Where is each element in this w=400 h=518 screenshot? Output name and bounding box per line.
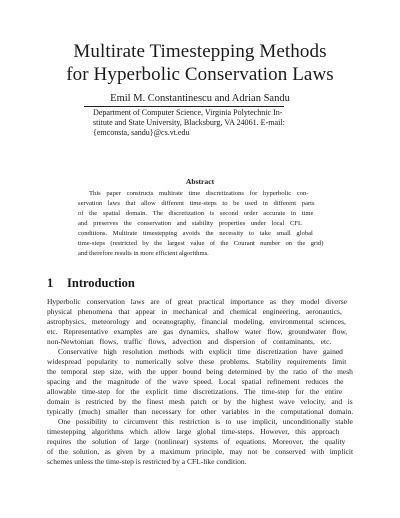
body-line: non-Newtonian flows, traffic flows, advection and dispersion of contaminants, etc. bbox=[47, 337, 332, 346]
body-line: Hyperbolic conservation laws are of great practical importance as they model diverse bbox=[47, 297, 347, 306]
section-heading bbox=[47, 276, 135, 291]
body-line: schemes unless the time-step is restricted by a CFL-like condition. bbox=[47, 457, 247, 466]
body-line: domain is restricted by the finest mesh patch or by the highest wave velocity, and is bbox=[47, 397, 353, 406]
affiliation-line-1: Department of Computer Science, Virginia Polytechnic In- bbox=[93, 108, 283, 117]
abstract-line: and preserves the conservation and stability properties under local CFL bbox=[78, 220, 303, 227]
body-line: requires the solution of large (nonlinear) systems of equations. Moreover, the quality bbox=[47, 437, 346, 446]
body-line: One possibility to circumvent this restriction is to use implicit, unconditionally stable bbox=[58, 417, 353, 426]
abstract-heading: Abstract bbox=[185, 177, 215, 186]
footnote-rule bbox=[84, 106, 284, 107]
body-line: physical phenomena that appear in mechanical and chemical engineering, aeronautics, bbox=[47, 307, 342, 316]
body-line: of the solution, as given by a maximum principle, may not be conserved with implicit bbox=[47, 447, 354, 456]
abstract-line: time-steps (restricted by the largest value of the Courant number on the grid) bbox=[78, 240, 324, 247]
section-number: 1 bbox=[47, 276, 54, 290]
body-line: allowable time-step for the explicit time discretizations. The time-step for the entire bbox=[47, 387, 343, 396]
paper-title-line-1: Multirate Timestepping Methods bbox=[73, 41, 327, 62]
body-line: Conservative high resolution methods with explicit time discretization have gained bbox=[58, 347, 343, 356]
affiliation-line-3: {emconsta, sandu}@cs.vt.edu bbox=[93, 128, 190, 137]
affiliation-line-2: stitute and State University, Blacksburg, VA 24061. E-mail: bbox=[93, 118, 285, 127]
body-line: typically (much) smaller than necessary for other variables in the computational domain. bbox=[47, 407, 354, 416]
abstract-line: This paper constructs multirate time discretizations for hyperbolic con- bbox=[89, 190, 309, 197]
abstract-line: and therefore results in more efficient algorithms. bbox=[78, 250, 209, 257]
section-title: Introduction bbox=[67, 276, 135, 290]
body-line: the temporal step size, with the upper bound being determined by the ratio of the mesh bbox=[47, 367, 353, 376]
abstract-line: conditions. Multirate timestepping avoids the necessity to take small global bbox=[78, 230, 313, 237]
abstract-line: of the spatial domain. The discretization is second order accurate in time bbox=[78, 210, 314, 217]
body-line: timestepping algorithms which allow large global time-steps. However, this approach bbox=[47, 427, 340, 436]
paper-title-line-2: for Hyperbolic Conservation Laws bbox=[66, 64, 334, 85]
body-line: spacing and the magnitude of the wave speed. Local spatial refinement reduces the bbox=[47, 377, 344, 386]
body-line: etc. Representative examples are gas dynamics, shallow water flow, groundwater flow, bbox=[47, 327, 348, 336]
body-line: astrophysics, meteorology and oceanography, financial modeling, environmental sciences, bbox=[47, 317, 346, 326]
abstract-line: servation laws that allow different time-steps to be used in different parts bbox=[78, 200, 315, 207]
body-line: widespread popularity to numerically solve these problems. Stability requirements limit bbox=[47, 357, 347, 366]
author-names: Emil M. Constantinescu and Adrian Sandu bbox=[110, 93, 290, 104]
